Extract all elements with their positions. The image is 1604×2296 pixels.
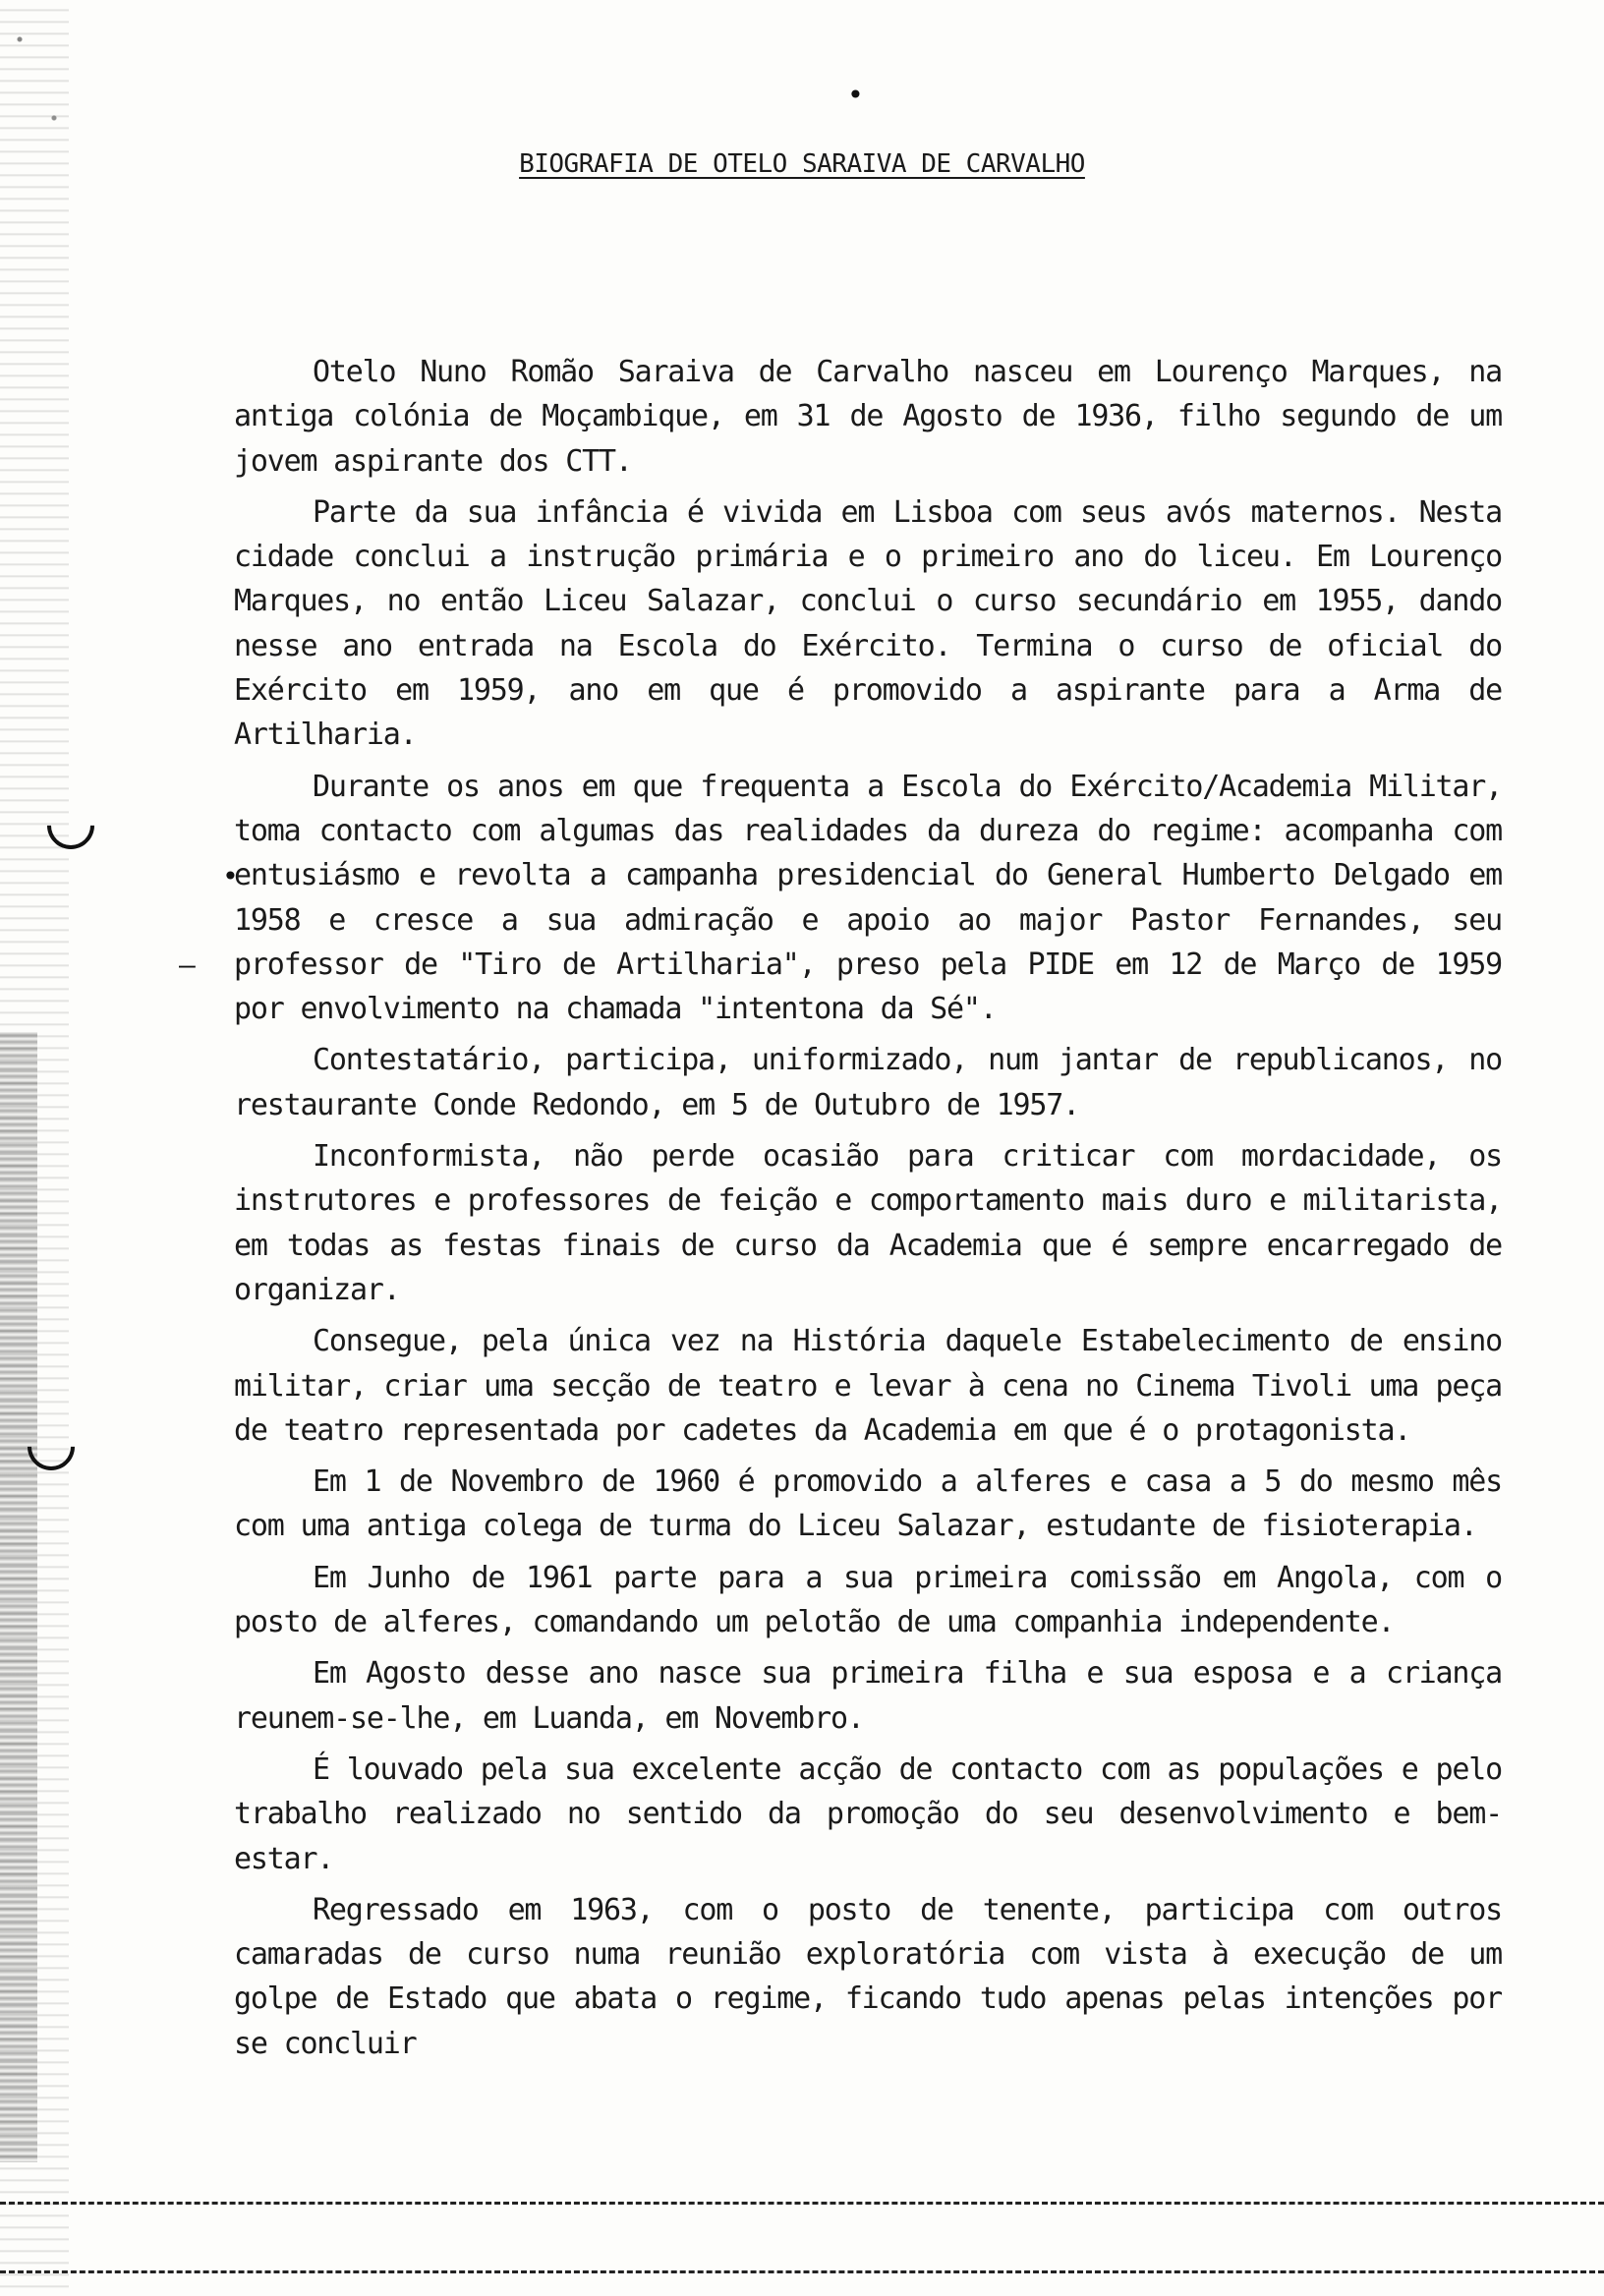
scan-artifact-line [0, 2270, 1604, 2273]
paragraph-republican-dinner: Contestatário, participa, uniformizado, num jantar de republicanos, no restaurante Conde Redondo, em 5 de Outubro de 1957. [234, 1043, 1502, 1122]
paragraph-nonconformist: Inconformista, não perde ocasião para criticar com mordacidade, os instrutores e professores de feição e comportamento mais duro e militarista, em todas as festas finais de curso da Academia que é sempre encarregado de organizar. [234, 1139, 1502, 1307]
scan-noise-left-band [0, 1032, 37, 2162]
paragraph-childhood: Parte da sua infância é vivida em Lisboa com seus avós maternos. Nesta cidade conclui a instrução primária e o primeiro ano do liceu. Em Lourenço Marques, no então Liceu Salazar, conclui o curso secundário em 1955, dando nesse ano entrada na Escola do Exército. Termina o curso de oficial do Exército em 1959, ano em que é promovido a aspirante para a Arma de Artilharia. [234, 494, 1502, 753]
paragraph-birth: Otelo Nuno Romão Saraiva de Carvalho nasceu em Lourenço Marques, na antiga colónia de Moçambique, em 31 de Agosto de 1936, filho segundo de um jovem aspirante dos CTT. [234, 355, 1502, 479]
ink-dash: – [179, 948, 196, 981]
paragraph-theatre: Consegue, pela única vez na História daquele Estabelecimento de ensino militar, criar uma secção de teatro e levar à cena no Cinema Tivoli uma peça de teatro representada por cadetes da Academia em que é o protagonista. [234, 1324, 1502, 1448]
paragraph-return-1963: Regressado em 1963, com o posto de tenente, participa com outros camaradas de curso numa reunião exploratória com vista à execução de um golpe de Estado que abata o regime, ficando tudo apenas pelas intenções por se concluir [234, 1892, 1502, 2061]
ink-speck: • [222, 860, 239, 892]
document-title: BIOGRAFIA DE OTELO SARAIVA DE CARVALHO [519, 149, 1085, 179]
paragraph-commendation: É louvado pela sua excelente acção de contacto com as populações e pelo trabalho realizado no sentido da promoção do seu desenvolvimento e bem-estar. [234, 1751, 1502, 1876]
document-body [234, 350, 1502, 2073]
ink-speck: • [847, 79, 864, 111]
scan-artifact-line [0, 2202, 1604, 2205]
paragraph-academy-years: Durante os anos em que frequenta a Escola do Exército/Academia Militar, toma contacto com algumas das realidades da dureza do regime: acompanha com entusiásmo e revolta a campanha presidencial do General Humberto Delgado em 1958 e cresce a sua admiração e apoio ao major Pastor Fernandes, seu professor de "Tiro de Artilharia", preso pela PIDE em 12 de Março de 1959 por envolvimento na chamada "intentona da Sé". [234, 769, 1502, 1027]
paragraph-promotion-marriage: Em 1 de Novembro de 1960 é promovido a alferes e casa a 5 do mesmo mês com uma antiga colega de turma do Liceu Salazar, estudante de fisioterapia. [234, 1464, 1502, 1544]
paragraph-angola-commission: Em Junho de 1961 parte para a sua primeira comissão em Angola, com o posto de alferes, comandando um pelotão de uma companhia independente. [234, 1560, 1502, 1640]
paragraph-daughter: Em Agosto desse ano nasce sua primeira filha e sua esposa e a criança reunem-se-lhe, em Luanda, em Novembro. [234, 1656, 1502, 1736]
scan-noise-bottom-edge [0, 2177, 1604, 2296]
